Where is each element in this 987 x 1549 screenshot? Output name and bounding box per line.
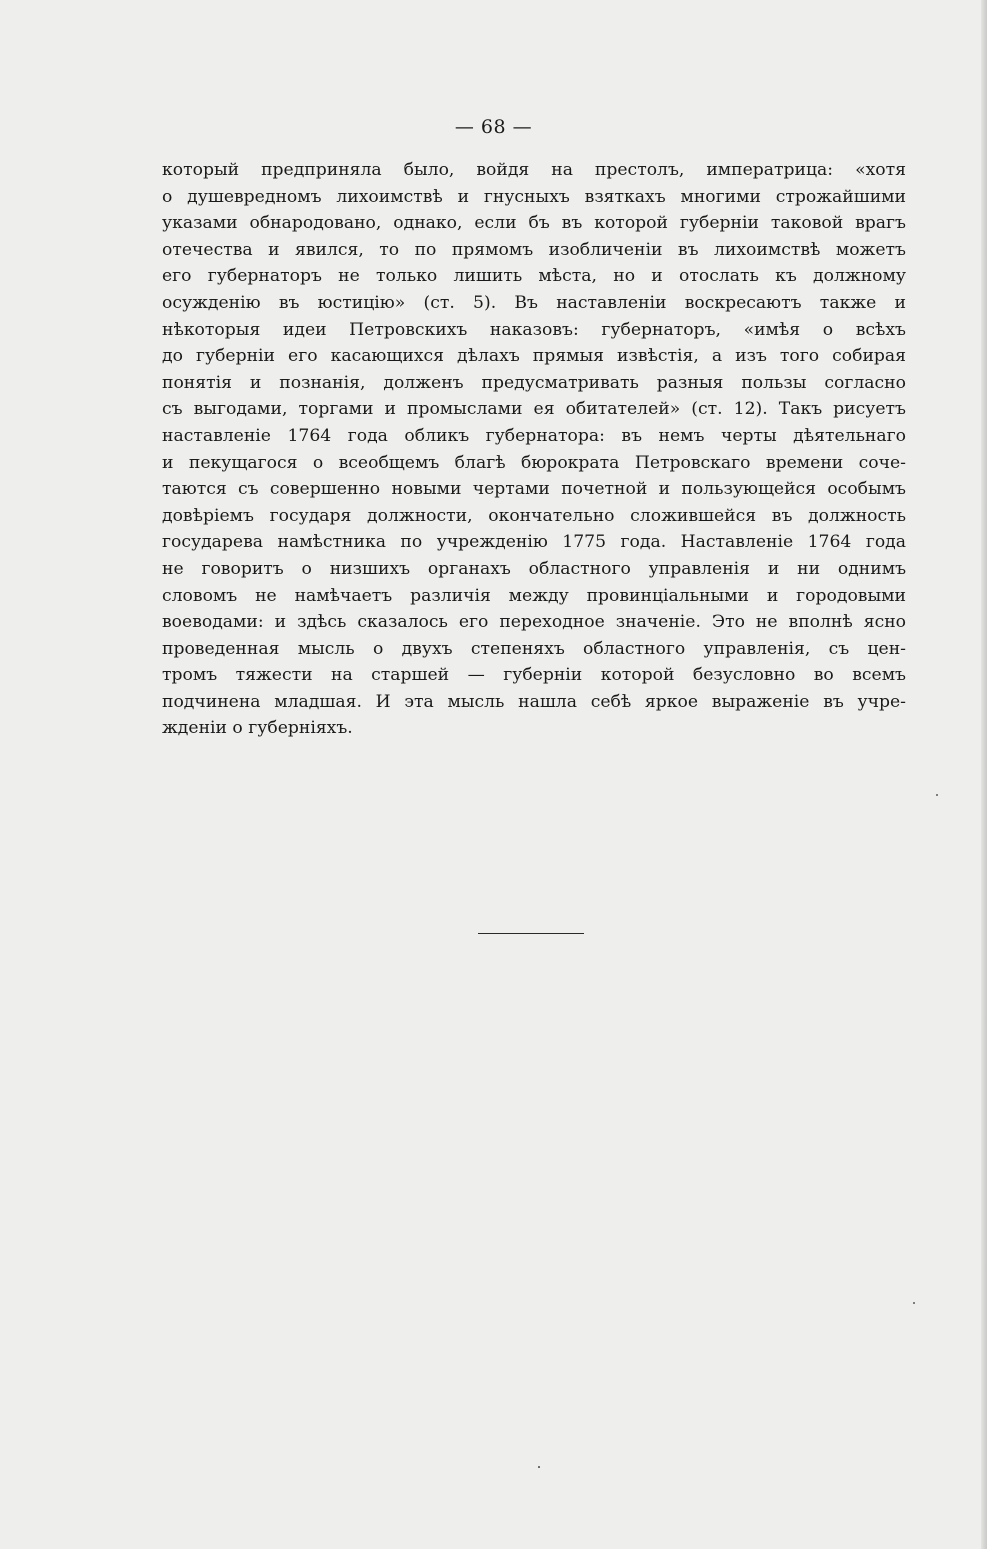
- text-line: наставленіе 1764 года обликъ губернатора: въ немъ черты дѣятельнаго: [162, 425, 906, 446]
- paper-speck: [538, 1466, 540, 1468]
- page-number: — 68 —: [454, 116, 533, 138]
- text-line: довѣріемъ государя должности, окончательно сложившейся въ должность: [162, 505, 906, 526]
- page-edge-shadow: [981, 0, 987, 1549]
- text-line: до губерніи его касающихся дѣлахъ прямыя извѣстія, а изъ того собирая: [162, 346, 906, 367]
- paper-speck: [936, 794, 938, 796]
- paper-speck: [913, 1302, 915, 1304]
- body-text: [162, 157, 906, 742]
- text-line: и пекущагося о всеобщемъ благѣ бюрократа Петровскаго времени соче-: [162, 452, 906, 473]
- text-line: жденіи о губерніяхъ.: [162, 718, 353, 739]
- separator-rule: [478, 933, 584, 934]
- text-line: государева намѣстника по учрежденію 1775 года. Наставленіе 1764 года: [162, 532, 906, 553]
- text-line: отечества и явился, то по прямомъ изобличеніи въ лихоимствѣ можетъ: [162, 239, 906, 260]
- text-line: указами обнародовано, однако, если бъ въ которой губерніи таковой врагъ: [162, 213, 906, 234]
- text-line: съ выгодами, торгами и промыслами ея обитателей» (ст. 12). Такъ рисуетъ: [162, 399, 906, 420]
- text-line: тромъ тяжести на старшей — губерніи которой безусловно во всемъ: [162, 665, 906, 686]
- text-line: о душевредномъ лихоимствѣ и гнусныхъ взяткахъ многими строжайшими: [162, 186, 906, 207]
- text-line: таются съ совершенно новыми чертами почетной и пользующейся особымъ: [162, 479, 906, 500]
- text-line: проведенная мысль о двухъ степеняхъ областного управленія, съ цен-: [162, 638, 906, 659]
- text-line: который предприняла было, войдя на престолъ, императрица: «хотя: [162, 160, 906, 180]
- text-line: понятія и познанія, долженъ предусматривать разныя пользы согласно: [162, 372, 906, 393]
- text-line: подчинена младшая. И эта мысль нашла себѣ яркое выраженіе въ учре-: [162, 691, 906, 712]
- text-line: его губернаторъ не только лишить мѣста, но и отослать къ должному: [162, 266, 906, 287]
- text-line: нѣкоторыя идеи Петровскихъ наказовъ: губернаторъ, «имѣя о всѣхъ: [162, 319, 906, 340]
- text-line: воеводами: и здѣсь сказалось его переходное значеніе. Это не вполнѣ ясно: [162, 612, 906, 633]
- text-line: осужденію въ юстицію» (ст. 5). Въ наставленіи воскресаютъ также и: [162, 292, 906, 313]
- text-line: не говоритъ о низшихъ органахъ областного управленія и ни однимъ: [162, 558, 906, 579]
- text-line: словомъ не намѣчаетъ различія между провинціальными и городовыми: [162, 585, 906, 606]
